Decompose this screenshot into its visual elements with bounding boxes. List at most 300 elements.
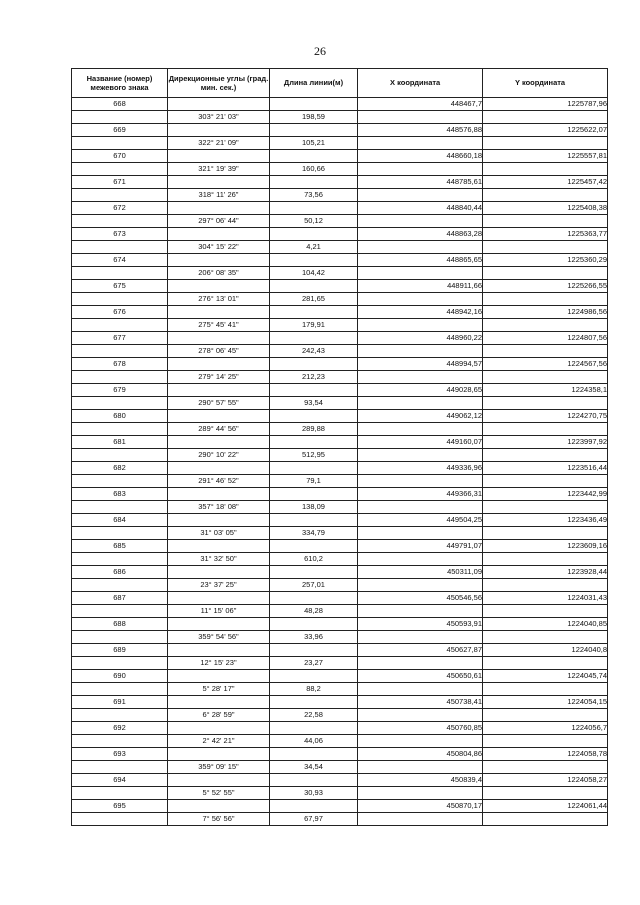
direction-angle-cell bbox=[168, 98, 270, 111]
x-coordinate-cell bbox=[358, 319, 483, 332]
line-length-cell bbox=[270, 150, 358, 163]
direction-angle-cell bbox=[168, 566, 270, 579]
table-row bbox=[72, 215, 608, 228]
sign-name-cell bbox=[72, 371, 168, 384]
y-coordinate-cell bbox=[483, 397, 608, 410]
direction-angle-cell bbox=[168, 410, 270, 423]
direction-angle-cell: 278° 06' 45" bbox=[168, 345, 270, 358]
x-coordinate-cell: 449791,07 bbox=[358, 540, 483, 553]
y-coordinate-cell bbox=[483, 683, 608, 696]
line-length-cell bbox=[270, 566, 358, 579]
x-coordinate-cell: 450870,17 bbox=[358, 800, 483, 813]
table-row bbox=[72, 670, 608, 683]
y-coordinate-cell: 1225363,77 bbox=[483, 228, 608, 241]
table-row bbox=[72, 761, 608, 774]
sign-name-cell bbox=[72, 501, 168, 514]
y-coordinate-cell: 1224045,74 bbox=[483, 670, 608, 683]
sign-name-cell bbox=[72, 189, 168, 202]
y-coordinate-cell: 1224567,56 bbox=[483, 358, 608, 371]
table-row bbox=[72, 579, 608, 592]
table-row bbox=[72, 787, 608, 800]
table-row bbox=[72, 722, 608, 735]
sign-name-cell bbox=[72, 605, 168, 618]
direction-angle-cell: 321° 19' 39" bbox=[168, 163, 270, 176]
y-coordinate-cell: 1224358,1 bbox=[483, 384, 608, 397]
direction-angle-cell: 2° 42' 21" bbox=[168, 735, 270, 748]
sign-name-cell bbox=[72, 709, 168, 722]
sign-name-cell bbox=[72, 579, 168, 592]
direction-angle-cell bbox=[168, 228, 270, 241]
direction-angle-cell: 275° 45' 41" bbox=[168, 319, 270, 332]
direction-angle-cell: 7° 56' 56" bbox=[168, 813, 270, 826]
line-length-cell bbox=[270, 644, 358, 657]
y-coordinate-cell: 1225408,38 bbox=[483, 202, 608, 215]
sign-name-cell: 673 bbox=[72, 228, 168, 241]
sign-name-cell: 687 bbox=[72, 592, 168, 605]
sign-name-cell bbox=[72, 657, 168, 670]
table-row bbox=[72, 176, 608, 189]
y-coordinate-cell: 1225622,07 bbox=[483, 124, 608, 137]
x-coordinate-cell bbox=[358, 631, 483, 644]
x-coordinate-cell bbox=[358, 735, 483, 748]
line-length-cell bbox=[270, 540, 358, 553]
x-coordinate-cell bbox=[358, 683, 483, 696]
direction-angle-cell bbox=[168, 618, 270, 631]
direction-angle-cell: 6° 28' 59" bbox=[168, 709, 270, 722]
direction-angle-cell bbox=[168, 306, 270, 319]
y-coordinate-cell bbox=[483, 553, 608, 566]
x-coordinate-cell bbox=[358, 787, 483, 800]
line-length-cell: 212,23 bbox=[270, 371, 358, 384]
x-coordinate-cell: 449504,25 bbox=[358, 514, 483, 527]
sign-name-cell: 688 bbox=[72, 618, 168, 631]
x-coordinate-cell bbox=[358, 553, 483, 566]
x-coordinate-cell: 450627,87 bbox=[358, 644, 483, 657]
x-coordinate-cell bbox=[358, 111, 483, 124]
table-row bbox=[72, 436, 608, 449]
line-length-cell: 73,56 bbox=[270, 189, 358, 202]
direction-angle-cell: 290° 57' 55" bbox=[168, 397, 270, 410]
sign-name-cell bbox=[72, 267, 168, 280]
x-coordinate-cell bbox=[358, 397, 483, 410]
line-length-cell bbox=[270, 774, 358, 787]
table-row bbox=[72, 566, 608, 579]
x-coordinate-cell bbox=[358, 657, 483, 670]
sign-name-cell bbox=[72, 163, 168, 176]
table-row bbox=[72, 449, 608, 462]
x-coordinate-cell: 448994,57 bbox=[358, 358, 483, 371]
sign-name-cell: 679 bbox=[72, 384, 168, 397]
table-row bbox=[72, 514, 608, 527]
table-row bbox=[72, 280, 608, 293]
line-length-cell: 44,06 bbox=[270, 735, 358, 748]
direction-angle-cell: 289° 44' 56" bbox=[168, 423, 270, 436]
x-coordinate-cell: 448960,22 bbox=[358, 332, 483, 345]
x-coordinate-cell: 450311,09 bbox=[358, 566, 483, 579]
y-coordinate-cell: 1224058,27 bbox=[483, 774, 608, 787]
y-coordinate-cell: 1224040,85 bbox=[483, 618, 608, 631]
x-coordinate-cell: 448467,7 bbox=[358, 98, 483, 111]
y-coordinate-cell bbox=[483, 735, 608, 748]
table-body bbox=[72, 98, 608, 826]
y-coordinate-cell: 1225557,81 bbox=[483, 150, 608, 163]
line-length-cell: 23,27 bbox=[270, 657, 358, 670]
y-coordinate-cell bbox=[483, 657, 608, 670]
sign-name-cell bbox=[72, 787, 168, 800]
table-row bbox=[72, 345, 608, 358]
x-coordinate-cell: 450593,91 bbox=[358, 618, 483, 631]
y-coordinate-cell bbox=[483, 709, 608, 722]
sign-name-cell: 684 bbox=[72, 514, 168, 527]
x-coordinate-cell: 450839,4 bbox=[358, 774, 483, 787]
line-length-cell bbox=[270, 670, 358, 683]
sign-name-cell: 693 bbox=[72, 748, 168, 761]
x-coordinate-cell: 449028,65 bbox=[358, 384, 483, 397]
x-coordinate-cell bbox=[358, 371, 483, 384]
x-coordinate-cell: 449160,07 bbox=[358, 436, 483, 449]
line-length-cell: 88,2 bbox=[270, 683, 358, 696]
x-coordinate-cell bbox=[358, 423, 483, 436]
table-row bbox=[72, 150, 608, 163]
table-row bbox=[72, 644, 608, 657]
x-coordinate-cell bbox=[358, 475, 483, 488]
y-coordinate-cell: 1224056,7 bbox=[483, 722, 608, 735]
direction-angle-cell bbox=[168, 332, 270, 345]
y-coordinate-cell: 1224054,15 bbox=[483, 696, 608, 709]
table-row bbox=[72, 254, 608, 267]
header-y-coordinate: Y координата bbox=[483, 69, 608, 98]
sign-name-cell bbox=[72, 761, 168, 774]
line-length-cell: 610,2 bbox=[270, 553, 358, 566]
x-coordinate-cell bbox=[358, 605, 483, 618]
sign-name-cell bbox=[72, 345, 168, 358]
y-coordinate-cell bbox=[483, 319, 608, 332]
line-length-cell: 105,21 bbox=[270, 137, 358, 150]
direction-angle-cell bbox=[168, 462, 270, 475]
y-coordinate-cell: 1225457,42 bbox=[483, 176, 608, 189]
sign-name-cell: 678 bbox=[72, 358, 168, 371]
direction-angle-cell bbox=[168, 254, 270, 267]
line-length-cell: 4,21 bbox=[270, 241, 358, 254]
direction-angle-cell bbox=[168, 176, 270, 189]
table-row bbox=[72, 540, 608, 553]
x-coordinate-cell bbox=[358, 813, 483, 826]
sign-name-cell: 683 bbox=[72, 488, 168, 501]
line-length-cell bbox=[270, 254, 358, 267]
direction-angle-cell bbox=[168, 124, 270, 137]
line-length-cell bbox=[270, 358, 358, 371]
y-coordinate-cell: 1224270,75 bbox=[483, 410, 608, 423]
x-coordinate-cell bbox=[358, 215, 483, 228]
line-length-cell: 67,97 bbox=[270, 813, 358, 826]
line-length-cell bbox=[270, 228, 358, 241]
x-coordinate-cell: 450738,41 bbox=[358, 696, 483, 709]
line-length-cell: 104,42 bbox=[270, 267, 358, 280]
line-length-cell: 257,01 bbox=[270, 579, 358, 592]
line-length-cell: 79,1 bbox=[270, 475, 358, 488]
table-row bbox=[72, 189, 608, 202]
table-row bbox=[72, 475, 608, 488]
direction-angle-cell: 12° 15' 23" bbox=[168, 657, 270, 670]
y-coordinate-cell bbox=[483, 241, 608, 254]
y-coordinate-cell: 1224986,56 bbox=[483, 306, 608, 319]
sign-name-cell: 674 bbox=[72, 254, 168, 267]
y-coordinate-cell: 1223928,44 bbox=[483, 566, 608, 579]
table-row bbox=[72, 501, 608, 514]
x-coordinate-cell: 448840,44 bbox=[358, 202, 483, 215]
sign-name-cell: 694 bbox=[72, 774, 168, 787]
sign-name-cell: 686 bbox=[72, 566, 168, 579]
table-row bbox=[72, 306, 608, 319]
table-row bbox=[72, 488, 608, 501]
x-coordinate-cell: 449336,96 bbox=[358, 462, 483, 475]
line-length-cell bbox=[270, 124, 358, 137]
sign-name-cell bbox=[72, 111, 168, 124]
direction-angle-cell bbox=[168, 436, 270, 449]
header-line-length: Длина линии(м) bbox=[270, 69, 358, 98]
sign-name-cell bbox=[72, 631, 168, 644]
line-length-cell bbox=[270, 410, 358, 423]
direction-angle-cell bbox=[168, 384, 270, 397]
line-length-cell: 289,88 bbox=[270, 423, 358, 436]
table-row bbox=[72, 319, 608, 332]
y-coordinate-cell: 1223516,44 bbox=[483, 462, 608, 475]
y-coordinate-cell: 1224040,8 bbox=[483, 644, 608, 657]
direction-angle-cell: 23° 37' 25" bbox=[168, 579, 270, 592]
direction-angle-cell bbox=[168, 358, 270, 371]
y-coordinate-cell: 1223442,99 bbox=[483, 488, 608, 501]
x-coordinate-cell: 450546,56 bbox=[358, 592, 483, 605]
x-coordinate-cell: 450650,61 bbox=[358, 670, 483, 683]
boundary-coordinates-table bbox=[71, 68, 608, 826]
sign-name-cell bbox=[72, 553, 168, 566]
y-coordinate-cell: 1224807,56 bbox=[483, 332, 608, 345]
line-length-cell bbox=[270, 488, 358, 501]
sign-name-cell: 689 bbox=[72, 644, 168, 657]
table-row bbox=[72, 553, 608, 566]
sign-name-cell bbox=[72, 683, 168, 696]
direction-angle-cell bbox=[168, 150, 270, 163]
table-row bbox=[72, 813, 608, 826]
x-coordinate-cell: 450804,86 bbox=[358, 748, 483, 761]
table-row bbox=[72, 592, 608, 605]
table-row bbox=[72, 293, 608, 306]
direction-angle-cell: 359° 54' 56" bbox=[168, 631, 270, 644]
table-row bbox=[72, 111, 608, 124]
y-coordinate-cell: 1224031,43 bbox=[483, 592, 608, 605]
line-length-cell: 50,12 bbox=[270, 215, 358, 228]
table-row bbox=[72, 748, 608, 761]
direction-angle-cell bbox=[168, 592, 270, 605]
y-coordinate-cell bbox=[483, 761, 608, 774]
direction-angle-cell bbox=[168, 670, 270, 683]
line-length-cell bbox=[270, 722, 358, 735]
y-coordinate-cell: 1224061,44 bbox=[483, 800, 608, 813]
table-row bbox=[72, 631, 608, 644]
x-coordinate-cell bbox=[358, 527, 483, 540]
line-length-cell: 138,09 bbox=[270, 501, 358, 514]
line-length-cell bbox=[270, 98, 358, 111]
direction-angle-cell: 303° 21' 03" bbox=[168, 111, 270, 124]
x-coordinate-cell: 448911,66 bbox=[358, 280, 483, 293]
table-header-row bbox=[72, 69, 608, 98]
y-coordinate-cell bbox=[483, 813, 608, 826]
direction-angle-cell bbox=[168, 540, 270, 553]
y-coordinate-cell bbox=[483, 371, 608, 384]
x-coordinate-cell bbox=[358, 163, 483, 176]
sign-name-cell: 676 bbox=[72, 306, 168, 319]
direction-angle-cell bbox=[168, 488, 270, 501]
line-length-cell: 281,65 bbox=[270, 293, 358, 306]
header-direction-angle: Дирекционные углы (град. мин. сек.) bbox=[168, 69, 270, 98]
direction-angle-cell: 5° 28' 17" bbox=[168, 683, 270, 696]
line-length-cell: 48,28 bbox=[270, 605, 358, 618]
direction-angle-cell bbox=[168, 202, 270, 215]
x-coordinate-cell: 450760,85 bbox=[358, 722, 483, 735]
y-coordinate-cell: 1225787,96 bbox=[483, 98, 608, 111]
sign-name-cell: 691 bbox=[72, 696, 168, 709]
line-length-cell bbox=[270, 280, 358, 293]
y-coordinate-cell: 1223609,16 bbox=[483, 540, 608, 553]
line-length-cell: 22,58 bbox=[270, 709, 358, 722]
line-length-cell: 160,66 bbox=[270, 163, 358, 176]
line-length-cell: 93,54 bbox=[270, 397, 358, 410]
line-length-cell: 198,59 bbox=[270, 111, 358, 124]
table-row bbox=[72, 163, 608, 176]
direction-angle-cell: 206° 08' 35" bbox=[168, 267, 270, 280]
x-coordinate-cell bbox=[358, 137, 483, 150]
page-number: 26 bbox=[314, 44, 326, 58]
y-coordinate-cell bbox=[483, 527, 608, 540]
table-row bbox=[72, 605, 608, 618]
direction-angle-cell bbox=[168, 722, 270, 735]
sign-name-cell: 671 bbox=[72, 176, 168, 189]
line-length-cell bbox=[270, 202, 358, 215]
table-row bbox=[72, 228, 608, 241]
table-row bbox=[72, 774, 608, 787]
y-coordinate-cell: 1225360,29 bbox=[483, 254, 608, 267]
table-row bbox=[72, 358, 608, 371]
table-row bbox=[72, 241, 608, 254]
sign-name-cell: 682 bbox=[72, 462, 168, 475]
x-coordinate-cell: 449062,12 bbox=[358, 410, 483, 423]
line-length-cell bbox=[270, 306, 358, 319]
y-coordinate-cell bbox=[483, 501, 608, 514]
direction-angle-cell bbox=[168, 514, 270, 527]
sign-name-cell: 670 bbox=[72, 150, 168, 163]
sign-name-cell bbox=[72, 215, 168, 228]
table-row bbox=[72, 410, 608, 423]
sign-name-cell bbox=[72, 735, 168, 748]
x-coordinate-cell bbox=[358, 761, 483, 774]
line-length-cell bbox=[270, 748, 358, 761]
sign-name-cell bbox=[72, 813, 168, 826]
line-length-cell bbox=[270, 514, 358, 527]
y-coordinate-cell bbox=[483, 475, 608, 488]
table-row bbox=[72, 618, 608, 631]
y-coordinate-cell bbox=[483, 189, 608, 202]
direction-angle-cell bbox=[168, 800, 270, 813]
y-coordinate-cell bbox=[483, 215, 608, 228]
y-coordinate-cell: 1223997,92 bbox=[483, 436, 608, 449]
direction-angle-cell bbox=[168, 748, 270, 761]
sign-name-cell: 681 bbox=[72, 436, 168, 449]
direction-angle-cell: 318° 11' 26" bbox=[168, 189, 270, 202]
sign-name-cell: 675 bbox=[72, 280, 168, 293]
table-row bbox=[72, 735, 608, 748]
line-length-cell bbox=[270, 384, 358, 397]
y-coordinate-cell bbox=[483, 579, 608, 592]
y-coordinate-cell bbox=[483, 787, 608, 800]
x-coordinate-cell: 448660,18 bbox=[358, 150, 483, 163]
sign-name-cell bbox=[72, 319, 168, 332]
direction-angle-cell: 304° 15' 22" bbox=[168, 241, 270, 254]
line-length-cell bbox=[270, 436, 358, 449]
x-coordinate-cell bbox=[358, 293, 483, 306]
y-coordinate-cell bbox=[483, 631, 608, 644]
header-sign-name: Название (номер) межевого знака bbox=[72, 69, 168, 98]
line-length-cell bbox=[270, 176, 358, 189]
sign-name-cell: 690 bbox=[72, 670, 168, 683]
table-row bbox=[72, 98, 608, 111]
sign-name-cell bbox=[72, 423, 168, 436]
table-row bbox=[72, 527, 608, 540]
y-coordinate-cell bbox=[483, 137, 608, 150]
direction-angle-cell: 291° 46' 52" bbox=[168, 475, 270, 488]
sign-name-cell bbox=[72, 241, 168, 254]
y-coordinate-cell bbox=[483, 605, 608, 618]
table-row bbox=[72, 800, 608, 813]
sign-name-cell: 680 bbox=[72, 410, 168, 423]
line-length-cell: 334,79 bbox=[270, 527, 358, 540]
table-row bbox=[72, 397, 608, 410]
x-coordinate-cell bbox=[358, 579, 483, 592]
x-coordinate-cell: 448865,65 bbox=[358, 254, 483, 267]
table-row bbox=[72, 657, 608, 670]
y-coordinate-cell bbox=[483, 163, 608, 176]
line-length-cell: 33,96 bbox=[270, 631, 358, 644]
sign-name-cell bbox=[72, 293, 168, 306]
line-length-cell bbox=[270, 696, 358, 709]
direction-angle-cell: 31° 03' 05" bbox=[168, 527, 270, 540]
line-length-cell bbox=[270, 462, 358, 475]
table-row bbox=[72, 423, 608, 436]
x-coordinate-cell bbox=[358, 501, 483, 514]
direction-angle-cell bbox=[168, 644, 270, 657]
x-coordinate-cell bbox=[358, 241, 483, 254]
line-length-cell: 242,43 bbox=[270, 345, 358, 358]
table-row bbox=[72, 462, 608, 475]
direction-angle-cell: 5° 52' 55" bbox=[168, 787, 270, 800]
line-length-cell: 30,93 bbox=[270, 787, 358, 800]
table-row bbox=[72, 267, 608, 280]
x-coordinate-cell: 448942,16 bbox=[358, 306, 483, 319]
line-length-cell: 512,95 bbox=[270, 449, 358, 462]
direction-angle-cell: 279° 14' 25" bbox=[168, 371, 270, 384]
direction-angle-cell: 31° 32' 50" bbox=[168, 553, 270, 566]
direction-angle-cell: 290° 10' 22" bbox=[168, 449, 270, 462]
x-coordinate-cell: 448785,61 bbox=[358, 176, 483, 189]
x-coordinate-cell bbox=[358, 709, 483, 722]
y-coordinate-cell: 1225266,55 bbox=[483, 280, 608, 293]
sign-name-cell: 669 bbox=[72, 124, 168, 137]
direction-angle-cell: 322° 21' 09" bbox=[168, 137, 270, 150]
line-length-cell bbox=[270, 618, 358, 631]
x-coordinate-cell: 448576,88 bbox=[358, 124, 483, 137]
x-coordinate-cell: 448863,28 bbox=[358, 228, 483, 241]
y-coordinate-cell bbox=[483, 111, 608, 124]
sign-name-cell: 668 bbox=[72, 98, 168, 111]
